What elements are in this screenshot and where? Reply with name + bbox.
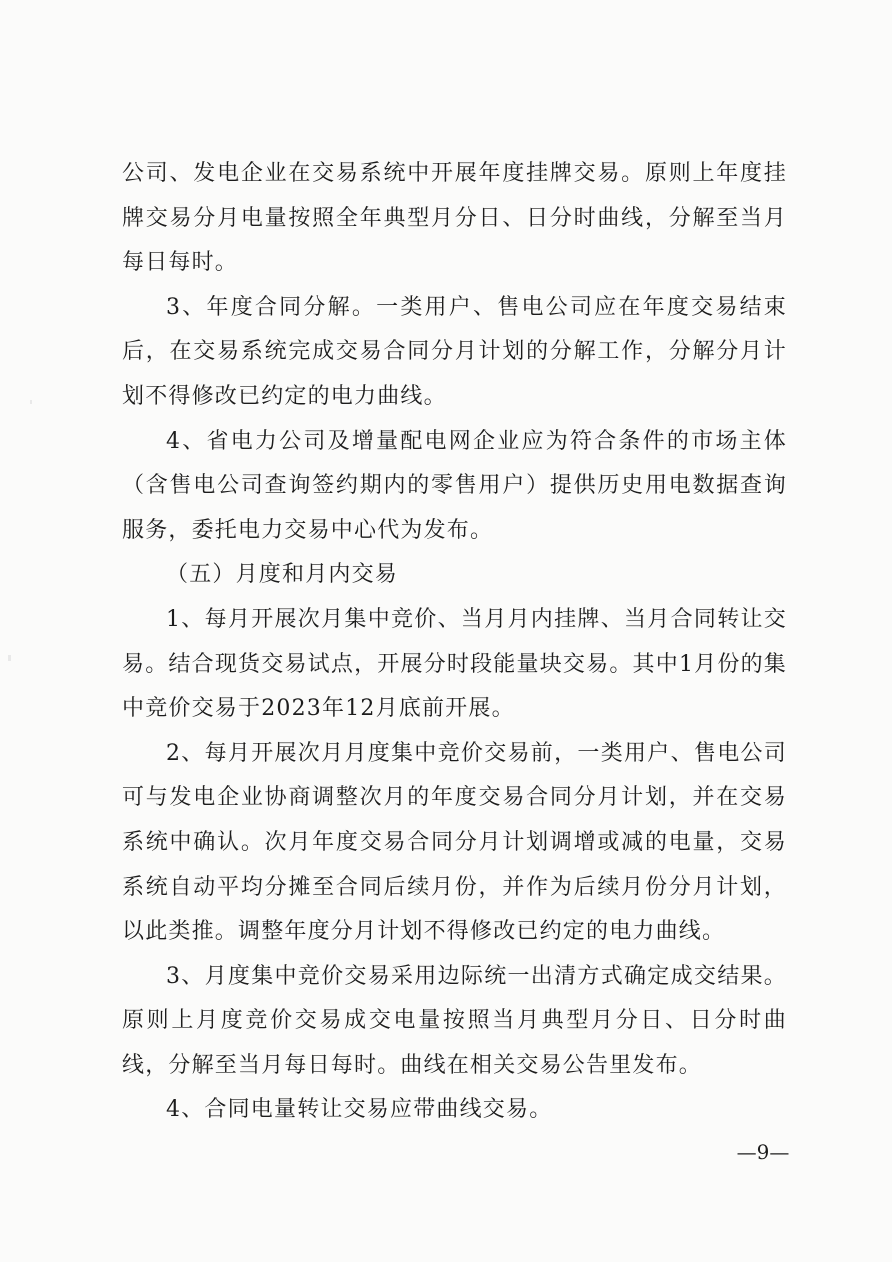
document-body [122, 152, 787, 1133]
scan-margin-mark [30, 400, 32, 404]
paragraph-centralized-bidding-clearing: 3、月度集中竞价交易采用边际统一出清方式确定成交结果。原则上月度竞价交易成交电量按照当月典型月分日、日分时曲线，分解至当月每日每时。曲线在相关交易公告里发布。 [122, 963, 787, 1078]
scan-margin-mark [8, 655, 11, 661]
paragraph-annual-contract-decomposition: 3、年度合同分解。一类用户、售电公司应在年度交易结束后，在交易系统完成交易合同分月计划的分解工作，分解分月计划不得修改已约定的电力曲线。 [122, 294, 787, 409]
paragraph-monthly-trading-schedule: 1、每月开展次月集中竞价、当月月内挂牌、当月合同转让交易。结合现货交易试点，开展分时段能量块交易。其中1月份的集中竞价交易于2023年12月底前开展。 [122, 606, 787, 722]
paragraph-contract-transfer: 4、合同电量转让交易应带曲线交易。 [166, 1097, 553, 1123]
paragraph-monthly-plan-adjustment: 2、每月开展次月月度集中竞价交易前，一类用户、售电公司可与发电企业协商调整次月的年度交易合同分月计划，并在交易系统中确认。次月年度交易合同分月计划调增或减的电量，交易系统自动平均分摊至合同后续月份，并作为后续月份分月计划，以此类推。调整年度分月计划不得修改已约定的电力曲线。 [122, 740, 787, 945]
section-heading-monthly-trading: （五）月度和月内交易 [166, 562, 399, 588]
page-number: —9— [736, 1140, 790, 1164]
paragraph-historical-data-service: 4、省电力公司及增量配电网企业应为符合条件的市场主体（含售电公司查询签约期内的零售用户）提供历史用电数据查询服务，委托电力交易中心代为发布。 [122, 428, 787, 543]
paragraph-continuation: 公司、发电企业在交易系统中开展年度挂牌交易。原则上年度挂牌交易分月电量按照全年典型月分日、日分时曲线，分解至当月每日每时。 [122, 161, 787, 276]
